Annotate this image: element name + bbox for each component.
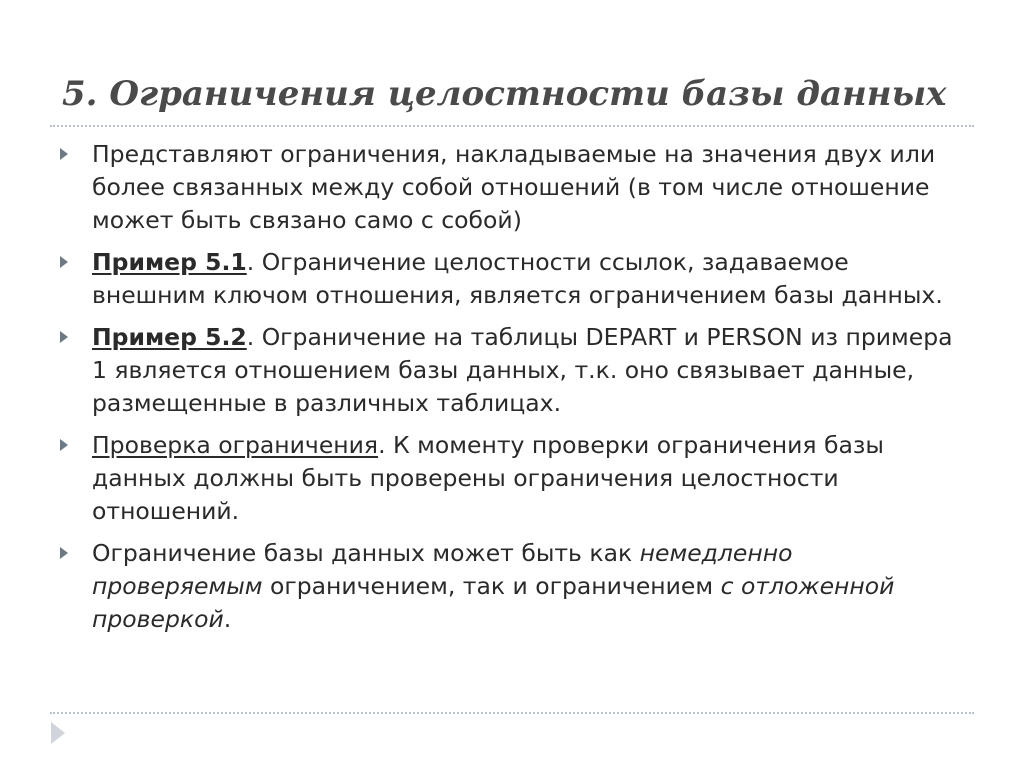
list-item — [60, 246, 960, 312]
bullet-list — [60, 138, 960, 645]
bullet-arrow-icon — [60, 439, 68, 451]
item-text-start: Ограничение базы данных может быть как — [92, 539, 640, 567]
title-divider — [50, 125, 974, 127]
check-label: Проверка ограничения — [92, 431, 379, 459]
item-text-middle: ограничением, так и ограничением — [262, 572, 721, 600]
slide-title: 5. Ограничения целостности базы данных — [62, 74, 947, 114]
bullet-arrow-icon — [60, 331, 68, 343]
item-text-end: . — [223, 605, 232, 633]
emphasis-immediate: немедленно проверяемым — [92, 539, 793, 600]
item-text: . К моменту проверки ограничения базы данных должны быть проверены ограничения целостности отношений. — [92, 431, 884, 525]
bullet-arrow-icon — [60, 256, 68, 268]
list-item — [60, 138, 960, 237]
example-label: Пример 5.2 — [92, 323, 247, 351]
item-text: . Ограничение на таблицы DEPART и PERSON из примера 1 является отношением базы данных, т.к. оно связывает данные, размещенные в различных таблицах. — [92, 323, 953, 417]
list-item — [60, 537, 960, 636]
list-item — [60, 321, 960, 420]
bullet-arrow-icon — [60, 148, 68, 160]
item-text: Представляют ограничения, накладываемые на значения двух или более связанных между собой отношений (в том числе отношение может быть связано само с собой) — [92, 140, 936, 234]
example-label: Пример 5.1 — [92, 248, 247, 276]
bullet-arrow-icon — [60, 547, 68, 559]
list-item — [60, 429, 960, 528]
emphasis-deferred: с отложенной проверкой — [92, 572, 895, 633]
footer-divider — [50, 712, 974, 714]
item-text: . Ограничение целостности ссылок, задаваемое внешним ключом отношения, является ограничением базы данных. — [92, 248, 943, 309]
footer-arrow-icon — [51, 722, 65, 744]
